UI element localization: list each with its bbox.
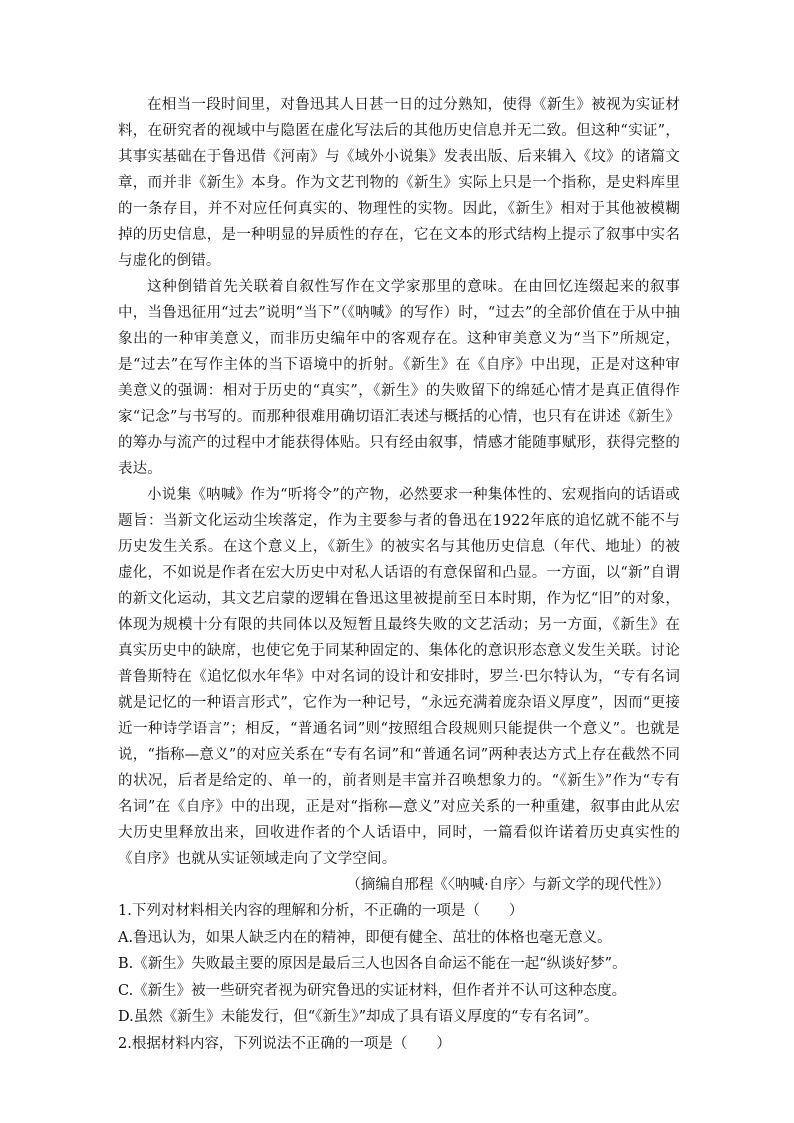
question-1 (118, 898, 680, 1031)
option-d: D.虽然《新生》未能发行，但“《新生》”却成了具有语义厚度的“专有名词”。 (118, 1009, 599, 1025)
passage-paragraph-1: 在相当一段时间里，对鲁迅其人日甚一日的过分熟知，使得《新生》被视为实证材料，在研究者的视域中与隐匿在虚化写法后的其他历史信息并无二致。但这种“实证”，其事实基础在于鲁迅借《河南》与《域外小说集》发表出版、后来辑入《坟》的诸篇文章，而并非《新生》本身。作为文艺刊物的《新生》实际上只是一个指称，是史料库里的一条存目，并不对应任何真实的、物理性的实物。因此，《新生》相对于其他被模糊掉的历史信息，是一种明显的异质性的存在，它在文本的形式结构上提示了叙事中实名与虚化的倒错。 (118, 97, 680, 269)
option-b: B.《新生》失败最主要的原因是最后三人也因各自命运不能在一起“纵谈好梦”。 (118, 956, 627, 972)
question-stem: 2.根据材料内容，下列说法不正确的一项是（ ） (118, 1035, 451, 1052)
reading-passage (118, 92, 680, 898)
option-c: C.《新生》被一些研究者视为研究鲁迅的实证材料，但作者并不认可这种态度。 (118, 982, 627, 999)
passage-paragraph-2: 这种倒错首先关联着自叙性写作在文学家那里的意味。在由回忆连缀起来的叙事中，当鲁迅征用“过去”说明“当下”（《呐喊》的写作）时，“过去”的全部价值在于从中抽象出的一种审美意义，而非历史编年中的客观存在。这种审美意义为“当下”所规定，是“过去”在写作主体的当下语境中的折射。《新生》在《自序》中出现，正是对这种审美意义的强调：相对于历史的“真实”，《新生》的失败留下的绵延心情才是真正值得作家“记念”与书写的。而那种很难用确切语汇表述与概括的心情，也只有在讲述《新生》的筹办与流产的过程中才能获得体贴。只有经由叙事，情感才能随事赋形，获得完整的表达。 (118, 279, 680, 477)
question-2 (118, 1031, 680, 1058)
exam-page (118, 92, 680, 1057)
passage-paragraph-3: 小说集《呐喊》作为“听将令”的产物，必然要求一种集体性的、宏观指向的话语或题旨：当新文化运动尘埃落定，作为主要参与者的鲁迅在1922年底的追忆就不能不与历史发生关系。在这个意义上，《新生》的被实名与其他历史信息（年代、地址）的被虚化，不如说是作者在宏大历史中对私人话语的有意保留和凸显。一方面，以“新”自谓的新文化运动，其文艺启蒙的逻辑在鲁迅这里被提前至日本时期，作为忆“旧”的对象，体现为规模十分有限的共同体以及短暂且最终失败的文艺活动；另一方面，《新生》在真实历史中的缺席，也使它免于同某种固定的、集体化的意识形态意义发生关联。讨论普鲁斯特在《追忆似水年华》中对名词的设计和安排时，罗兰·巴尔特认为，“专有名词就是记忆的一种语言形式”，它作为一种记号，“永远充满着庞杂语义厚度”，因而“更接近一种诗学语言”；相反，“普通名词”则“按照组合段规则只能提供一个意义”。也就是说，“指称—意义”的对应关系在“专有名词”和“普通名词”两种表达方式上存在截然不同的状况，后者是给定的、单一的，前者则是丰富并召唤想象力的。“《新生》”作为“专有名词”在《自序》中的出现，正是对“指称—意义”对应关系的一种重建，叙事由此从宏大历史里释放出来，回收进作者的个人话语中，同时，一篇看似许诺着历史真实性的《自序》也就从实证领域走向了文学空间。 (118, 487, 680, 867)
option-a: A.鲁迅认为，如果人缺乏内在的精神，即便有健全、茁壮的体格也毫无意义。 (118, 929, 612, 946)
question-stem: 1.下列对材料相关内容的理解和分析，不正确的一项是（ ） (118, 903, 524, 919)
passage-source: （摘编自邢程《〈呐喊·自序〉与新文学的现代性》） (346, 877, 670, 893)
question-list (118, 898, 680, 1057)
